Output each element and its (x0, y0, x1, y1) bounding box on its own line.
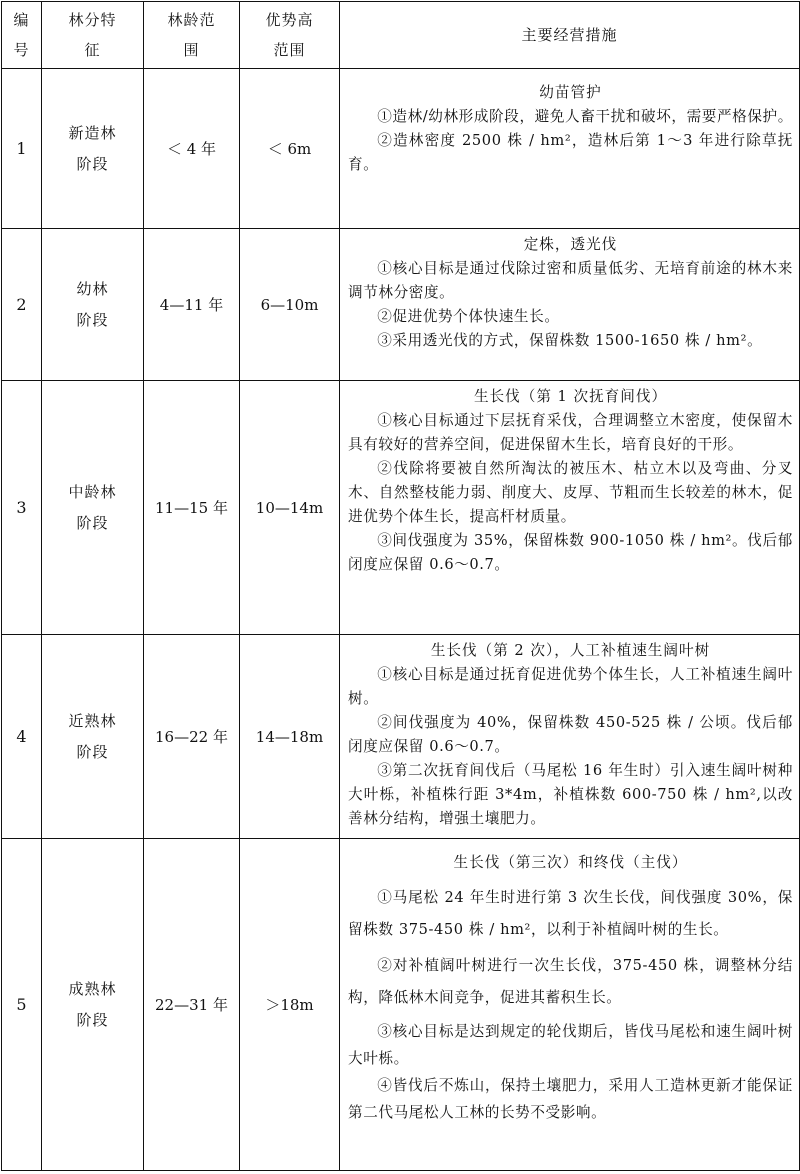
measure-item: ③采用透光伐的方式，保留株数 1500-1650 株 / hm²。 (377, 332, 763, 349)
row-height-range: 6—10m (240, 229, 340, 381)
row-measures (340, 839, 800, 1171)
row-number: 5 (2, 839, 42, 1171)
table-row (2, 635, 800, 839)
measure-title: 幼苗管护 (539, 84, 602, 101)
measure-item: ④皆伐后不炼山，保持土壤肥力，采用人工造林更新才能保证第二代马尾松人工林的长势不受影响。 (348, 1077, 793, 1121)
row-height-range: ＞18m (240, 839, 340, 1171)
row-age-range: 11—15 年 (144, 381, 240, 635)
row-stage: 成熟林 阶段 (42, 839, 144, 1171)
measure-title: 生长伐（第 1 次抚育间伐） (473, 388, 668, 405)
header-stand-feature: 林分特 征 (42, 2, 144, 69)
row-number: 1 (2, 69, 42, 229)
measure-title: 定株，透光伐 (523, 236, 618, 253)
row-measures (340, 229, 800, 381)
header-measures: 主要经营措施 (340, 2, 800, 69)
measure-item: ②造林密度 2500 株 / hm²，造林后第 1～3 年进行除草抚育。 (348, 132, 793, 173)
table-row (2, 69, 800, 229)
measure-item: ①马尾松 24 年生时进行第 3 次生长伐，间伐强度 30%，保留株数 375-450 株 / hm²，以利于补植阔叶树的生长。 (348, 889, 793, 938)
measure-title: 生长伐（第 2 次），人工补植速生阔叶树 (430, 642, 711, 659)
measure-title: 生长伐（第三次）和终伐（主伐） (453, 854, 688, 871)
table-row (2, 229, 800, 381)
row-stage: 近熟林 阶段 (42, 635, 144, 839)
measure-item: ②促进优势个体快速生长。 (377, 308, 560, 325)
document-page (0, 1, 800, 1174)
row-number: 2 (2, 229, 42, 381)
measure-item: ②间伐强度为 40%，保留株数 450-525 株 / 公顷。伐后郁闭度应保留 0.6～0.7。 (348, 714, 793, 755)
row-measures (340, 381, 800, 635)
measure-item: ③核心目标是达到规定的轮伐期后，皆伐马尾松和速生阔叶树大叶栎。 (348, 1023, 793, 1067)
row-height-range: ＜ 6m (240, 69, 340, 229)
measure-item: ①核心目标通过下层抚育采伐，合理调整立木密度，使保留木具有较好的营养空间，促进保留木生长，培育良好的干形。 (348, 412, 793, 453)
table-row (2, 381, 800, 635)
measure-item: ①造林/幼林形成阶段，避免人畜干扰和破坏，需要严格保护。 (377, 108, 793, 125)
row-height-range: 10—14m (240, 381, 340, 635)
measure-item: ①核心目标是通过抚育促进优势个体生长，人工补植速生阔叶树。 (348, 666, 793, 707)
row-age-range: 22—31 年 (144, 839, 240, 1171)
row-number: 3 (2, 381, 42, 635)
row-measures (340, 635, 800, 839)
row-age-range: ＜ 4 年 (144, 69, 240, 229)
row-age-range: 4—11 年 (144, 229, 240, 381)
row-stage: 幼林 阶段 (42, 229, 144, 381)
row-age-range: 16—22 年 (144, 635, 240, 839)
row-height-range: 14—18m (240, 635, 340, 839)
measure-item: ①核心目标是通过伐除过密和质量低劣、无培育前途的林木来调节林分密度。 (348, 260, 793, 301)
table-row (2, 839, 800, 1171)
row-stage: 新造林 阶段 (42, 69, 144, 229)
measure-item: ②对补植阔叶树进行一次生长伐，375-450 株，调整林分结构，降低林木间竞争，促进其蓄积生长。 (348, 957, 793, 1006)
row-stage: 中龄林 阶段 (42, 381, 144, 635)
row-measures (340, 69, 800, 229)
forest-management-table (1, 1, 800, 1171)
row-number: 4 (2, 635, 42, 839)
header-number: 编 号 (2, 2, 42, 69)
header-height-range: 优势高 范围 (240, 2, 340, 69)
header-age-range: 林龄范 围 (144, 2, 240, 69)
measure-item: ③间伐强度为 35%，保留株数 900-1050 株 / hm²。伐后郁闭度应保留 0.6～0.7。 (348, 532, 793, 573)
measure-item: ③第二次抚育间伐后（马尾松 16 年生时）引入速生阔叶树种大叶栎，补植株行距 3*4m，补植株数 600-750 株 / hm²,以改善林分结构，增强土壤肥力。 (348, 762, 793, 827)
table-header-row (2, 2, 800, 69)
measure-item: ②伐除将要被自然所淘汰的被压木、枯立木以及弯曲、分叉木、自然整枝能力弱、削度大、皮厚、节粗而生长较差的林木，促进优势个体生长，提高杆材质量。 (348, 460, 793, 525)
